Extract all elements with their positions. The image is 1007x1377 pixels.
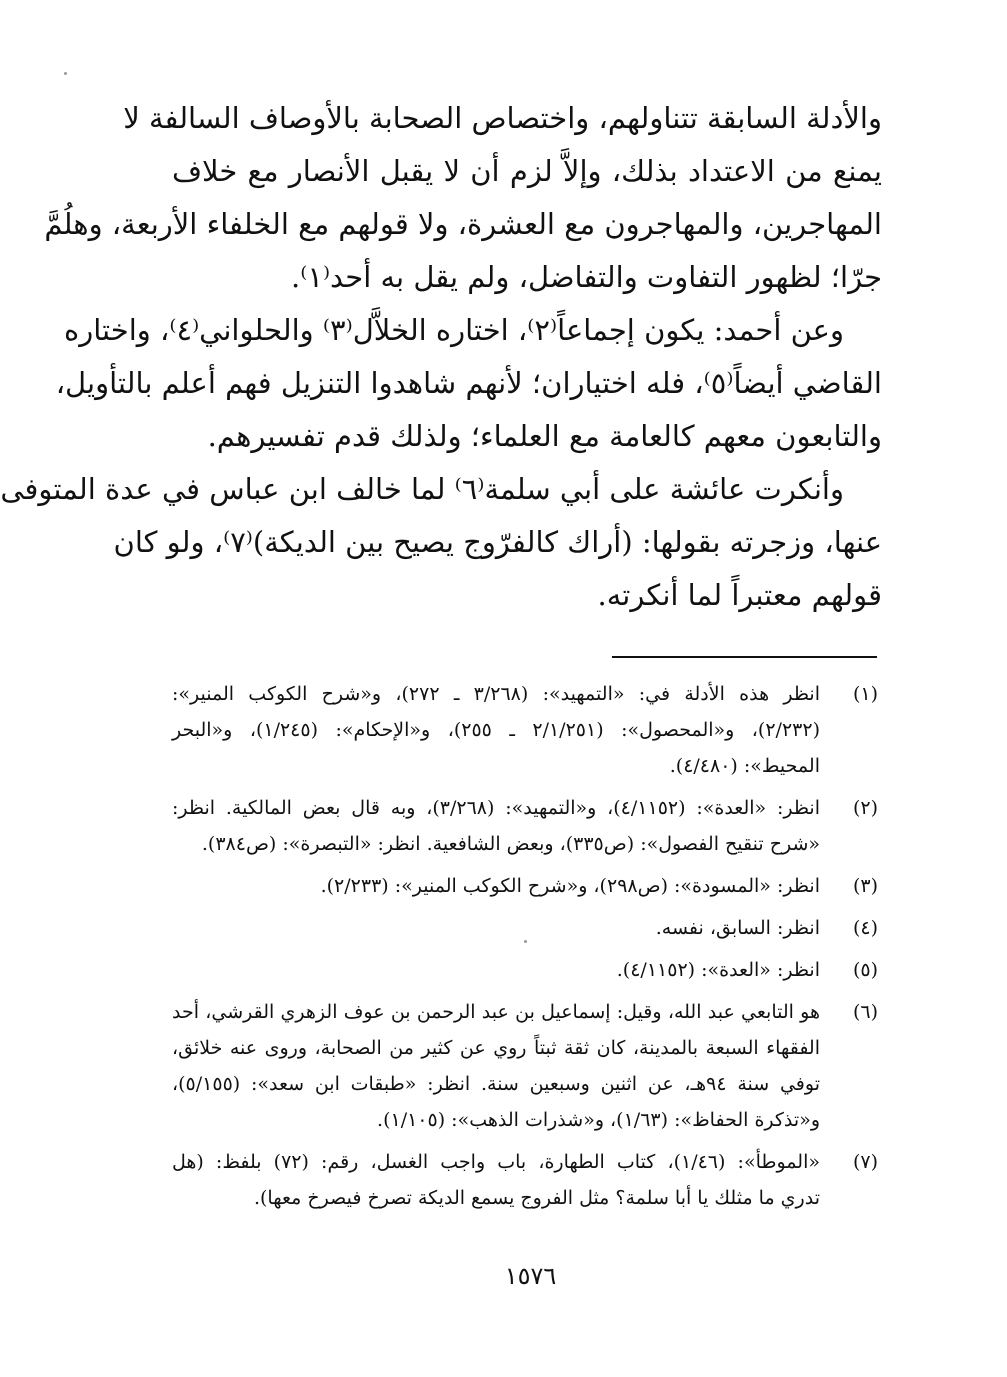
footnote-line: «شرح تنقيح الفصول»: (ص٣٣٥)، وبعض الشافعية. انظر: «التبصرة»: (ص٣٨٤). (201, 833, 820, 855)
body-line: والأدلة السابقة تتناولهم، واختصاص الصحابة بالأوصاف السالفة لا (123, 101, 882, 135)
scan-speck (524, 940, 527, 943)
footnote-body (172, 790, 820, 862)
footnote-1 (172, 676, 878, 784)
footnote-line: «الموطأ»: (١/٤٦)، كتاب الطهارة، باب واجب الغسل، رقم: (٧٢) بلفظ: (هل (172, 1151, 820, 1173)
footnote-body (172, 994, 820, 1138)
body-line: قولهم معتبراً لما أنكرته. (597, 578, 882, 612)
footnote-body (172, 1144, 820, 1216)
body-line: وأنكرت عائشة على أبي سلمة⁽٦⁾ لما خالف ابن عباس في عدة المتوفى (0, 472, 844, 506)
footnote-line: انظر: السابق، نفسه. (655, 917, 820, 939)
footnote-line: انظر: «العدة»: (٤/١١٥٢). (616, 959, 820, 981)
body-line: يمنع من الاعتداد بذلك، وإلاَّ لزم أن لا يقبل الأنصار مع خلاف (172, 154, 882, 188)
page-number: ١٥٧٦ (504, 1262, 557, 1290)
footnote-line: انظر هذه الأدلة في: «التمهيد»: (٣/٢٦٨ ـ ٢٧٢)، و«شرح الكوكب المنير»: (172, 683, 820, 705)
footnote-number: (٤) (852, 917, 878, 939)
footnote-body (172, 952, 820, 988)
footnote-line: هو التابعي عبد الله، وقيل: إسماعيل بن عبد الرحمن بن عوف الزهري القرشي، أحد (172, 1001, 820, 1023)
footnote-separator (612, 656, 877, 658)
footnote-6 (172, 994, 878, 1138)
footnote-line: تدري ما مثلك يا أبا سلمة؟ مثل الفروج يسمع الديكة تصرخ فيصرخ معها). (253, 1187, 820, 1209)
footnote-number: (٥) (852, 959, 878, 981)
footnote-number: (٧) (852, 1151, 878, 1173)
body-line: القاضي أيضاً⁽٥⁾، فله اختياران؛ لأنهم شاهدوا التنزيل فهم أعلم بالتأويل، (55, 366, 882, 400)
footnote-line: المحيط»: (٤/٤٨٠). (669, 755, 820, 777)
footnote-body (172, 676, 820, 784)
footnote-3 (172, 868, 878, 904)
footnote-number: (١) (852, 683, 878, 705)
footnote-body (172, 868, 820, 904)
scan-speck (64, 72, 67, 75)
body-line: عنها، وزجرته بقولها: (أراك كالفرّوج يصيح بين الديكة)⁽٧⁾، ولو كان (113, 525, 882, 559)
footnotes-section (172, 676, 878, 1222)
footnote-line: الفقهاء السبعة بالمدينة، كان ثقة ثبتاً روي عن كثير من الصحابة، وروى عنه خلائق، (172, 1037, 820, 1059)
footnote-5 (172, 952, 878, 988)
footnote-7 (172, 1144, 878, 1216)
footnote-line: و«تذكرة الحفاظ»: (١/٦٣)، و«شذرات الذهب»: (١/١٠٥). (377, 1109, 820, 1131)
footnote-line: انظر: «العدة»: (٤/١١٥٢)، و«التمهيد»: (٣/٢٦٨)، وبه قال بعض المالكية. انظر: (172, 797, 820, 819)
footnote-number: (٦) (852, 1001, 878, 1023)
footnote-line: توفي سنة ٩٤هـ، عن اثنين وسبعين سنة. انظر: «طبقات ابن سعد»: (٥/١٥٥)، (172, 1073, 820, 1095)
footnote-number: (٢) (852, 797, 878, 819)
footnote-2 (172, 790, 878, 862)
footnote-line: (٢/٢٣٢)، و«المحصول»: (٢/١/٢٥١ ـ ٢٥٥)، و«الإحكام»: (١/٢٤٥)، و«البحر (172, 719, 820, 741)
body-line: المهاجرين، والمهاجرون مع العشرة، ولا قولهم مع الخلفاء الأربعة، وهلُمَّ (44, 207, 882, 241)
footnote-number: (٣) (852, 875, 878, 897)
footnote-body (172, 910, 820, 946)
body-line: والتابعون معهم كالعامة مع العلماء؛ ولذلك قدم تفسيرهم. (207, 419, 882, 453)
body-line: وعن أحمد: يكون إجماعاً⁽٢⁾، اختاره الخلاَّل⁽٣⁾ والحلواني⁽٤⁾، واختاره (64, 313, 844, 347)
footnote-line: انظر: «المسودة»: (ص٢٩٨)، و«شرح الكوكب المنير»: (٢/٢٣٣). (320, 875, 820, 897)
main-body-text (0, 92, 882, 622)
body-line: جرّا؛ لظهور التفاوت والتفاضل، ولم يقل به أحد⁽١⁾. (291, 260, 882, 294)
